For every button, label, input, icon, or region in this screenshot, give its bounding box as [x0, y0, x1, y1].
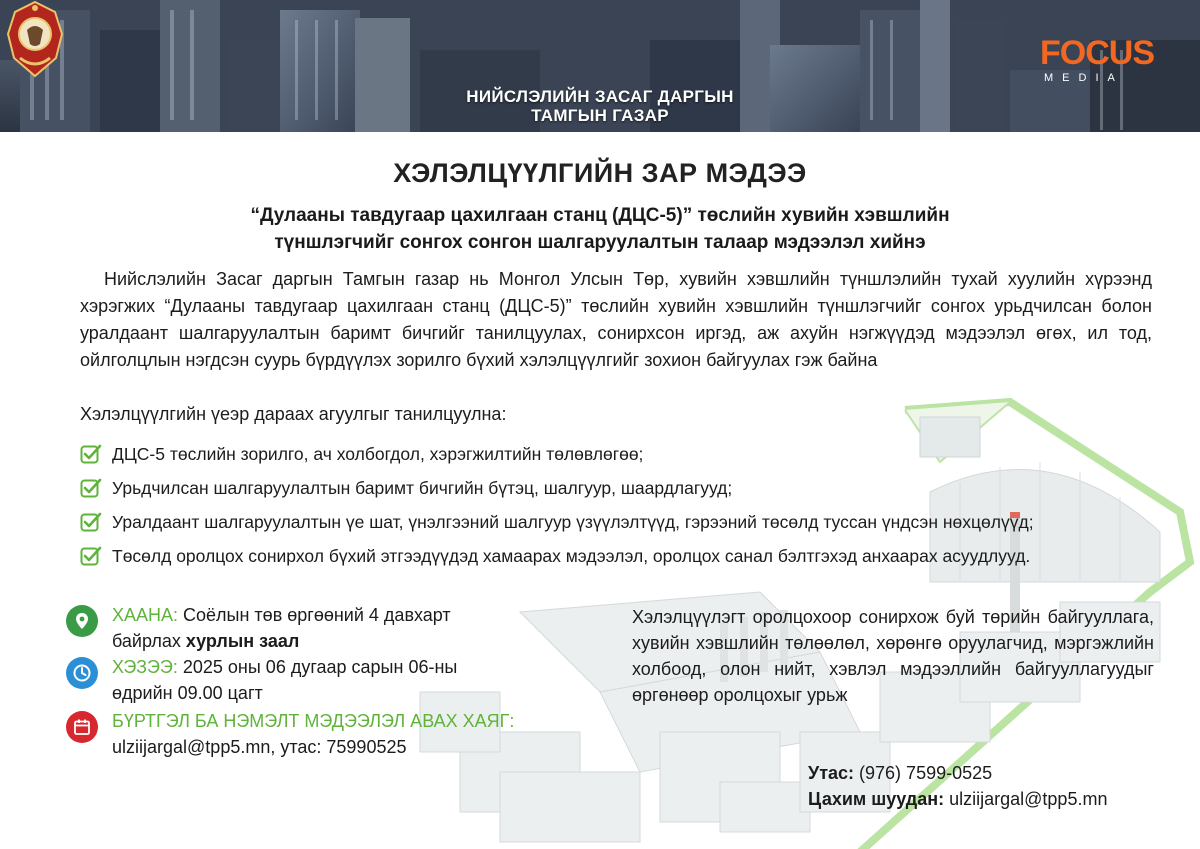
location-pin-icon [66, 605, 98, 637]
checkbox-check-icon [80, 477, 102, 499]
email-label: Цахим шуудан: [808, 789, 945, 809]
focus-media-logo [1040, 36, 1170, 86]
checkbox-check-icon [80, 443, 102, 465]
registration-label: БҮРТГЭЛ БА НЭМЭЛТ МЭДЭЭЛЭЛ АВАХ ХАЯГ: [112, 711, 515, 731]
list-item [80, 471, 1170, 505]
org-name-line1: НИЙСЛЭЛИЙН ЗАСАГ ДАРГЫН [466, 87, 734, 106]
topic-text: Урьдчилсан шалгаруулалтын баримт бичгийн бүтэц, шалгуур, шаардлагууд; [112, 477, 733, 498]
when-row [66, 654, 586, 706]
when-text-2: өдрийн 09.00 цагт [112, 683, 263, 703]
phone-label: Утас: [808, 763, 855, 783]
clock-icon [66, 657, 98, 689]
invitation-paragraph: Хэлэлцүүлэгт оролцохоор сонирхож буй төрийн байгууллага, хувийн хэвшлийн төлөөлөл, хөрөнгө оруулагчид, мэргэжлийн холбоод, олон нийт, хэвлэл мэдээллийн байгууллагуудыг өргөнөөр оролцохыг урьж [632, 607, 1154, 705]
contact-phone [808, 760, 1107, 786]
topic-text: Уралдаант шалгаруулалтын үе шат, үнэлгээний шалгуур үзүүлэлтүүд, гэрээний төсөлд туссан үндсэн нөхцөлүүд; [112, 511, 1034, 532]
registration-row [66, 708, 606, 760]
contact-info [808, 760, 1107, 812]
where-text: Соёлын төв өргөөний 4 давхарт [178, 605, 451, 625]
where-label: ХААНА: [112, 605, 179, 625]
contact-email [808, 786, 1107, 812]
list-item [80, 539, 1170, 573]
list-item [80, 437, 1170, 471]
focus-media-sub: MEDIA [1044, 72, 1124, 84]
topics-list [80, 437, 1170, 573]
subtitle-line1: “Дулааны тавдугаар цахилгаан станц (ДЦС-5)” төслийн хувийн хэвшлийн [250, 205, 950, 226]
subtitle-line2: түншлэгчийг сонгох сонгон шалгаруулалтын талаар мэдээлэл хийнэ [274, 232, 926, 253]
focus-media-brand: FOCUS [1040, 34, 1154, 72]
topic-text: ДЦС-5 төслийн зорилго, ач холбогдол, хэрэгжилтийн төлөвлөгөө; [112, 443, 644, 464]
checkbox-check-icon [80, 511, 102, 533]
page-title: ХЭЛЭЛЦҮҮЛГИЙН ЗАР МЭДЭЭ [393, 158, 807, 188]
header-banner [0, 0, 1200, 132]
topic-text: Төсөлд оролцох сонирхол бүхий этгээдүүдэд хамаарах мэдээлэл, оролцох санал бэлтгэхэд анхаарах асуудлууд. [112, 545, 1031, 566]
org-name-line2: ТАМГЫН ГАЗАР [531, 106, 669, 125]
ulaanbaatar-emblem-icon [0, 0, 70, 78]
when-text: 2025 оны 06 дугаар сарын 06-ны [177, 657, 458, 677]
announcement-body [0, 132, 1200, 849]
checkbox-check-icon [80, 545, 102, 567]
registration-text: ulziijargal@tpp5.mn, утас: 75990525 [112, 737, 407, 757]
subtitle [150, 202, 1050, 256]
list-item [80, 505, 1170, 539]
intro-paragraph: Нийслэлийн Засаг даргын Тамгын газар нь Монгол Улсын Төр, хувийн хэвшлийн түншлэлийн тухай хуулийн хүрээнд хэрэгжих “Дулааны тавдугаар цахилгаан станц (ДЦС-5)” төслийн хувийн хэвшлийн түншлэгчийг сонгох урьдчилсан болон уралдаант шалгаруулалтын баримт бичгийг танилцуулах, сонирхсон иргэд, аж ахуйн нэгжүүдэд мэдээлэл өгөх, ил тод, ойлголцлын нэгдсэн суурь бүрдүүлэх зорилго бүхий хэлэлцүүлгийг зохион байгуулах гэж байна [80, 269, 1152, 370]
where-text-2: байрлах [112, 631, 186, 651]
where-row [66, 602, 586, 654]
topics-lead: Хэлэлцүүлгийн үеэр дараах агуулгыг танилцуулна: [80, 404, 507, 424]
phone-value: (976) 7599-0525 [854, 763, 993, 783]
calendar-icon [66, 711, 98, 743]
email-value: ulziijargal@tpp5.mn [944, 789, 1108, 809]
organization-name [420, 87, 780, 125]
where-hall: хурлын заал [185, 631, 300, 651]
when-label: ХЭЗЭЭ: [112, 657, 178, 677]
